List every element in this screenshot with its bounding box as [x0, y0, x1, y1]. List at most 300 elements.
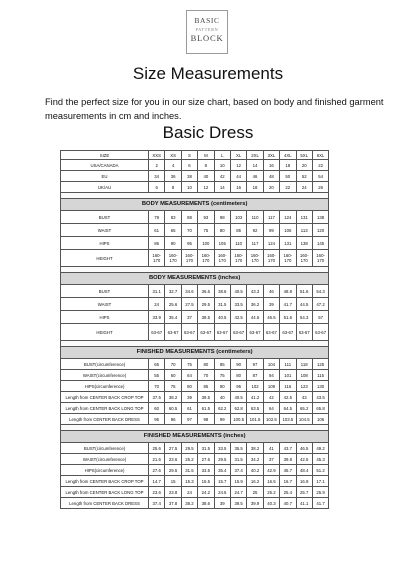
table-cell: 2 [149, 160, 165, 171]
table-cell: 46 [263, 285, 279, 298]
table-cell: 15.5 [198, 476, 214, 487]
table-cell: 24 [149, 298, 165, 311]
table-cell: 145 [312, 237, 328, 250]
table-row [61, 443, 329, 454]
logo-line-3: BLOCK [190, 33, 224, 43]
logo-line-1: BASIC [194, 16, 220, 25]
table-cell: 29.5 [214, 454, 230, 465]
table-cell: 93 [198, 211, 214, 224]
table-cell: 31.5 [198, 443, 214, 454]
table-cell: 101 [280, 370, 296, 381]
table-cell: 124 [263, 237, 279, 250]
table-cell: 39 [181, 392, 197, 403]
table-cell: 45.3 [312, 454, 328, 465]
row-label: WAIST [61, 298, 149, 311]
table-cell: 103 [230, 211, 246, 224]
table-row [61, 211, 329, 224]
section-header-row [61, 199, 329, 211]
table-cell: 98 [198, 414, 214, 425]
row-label: HEIGHT [61, 324, 149, 341]
table-cell: 62.2 [214, 403, 230, 414]
table-cell: 90 [214, 381, 230, 392]
table-cell: 97 [247, 359, 263, 370]
table-cell: 86 [149, 237, 165, 250]
table-cell: 31.5 [214, 298, 230, 311]
table-cell: 138 [296, 237, 312, 250]
row-label: HEIGHT [61, 250, 149, 267]
table-cell: 33.5 [214, 443, 230, 454]
table-cell: 33.5 [198, 465, 214, 476]
row-label: WAIST(circumference) [61, 370, 149, 381]
table-cell: 55 [149, 370, 165, 381]
table-cell: 65 [149, 359, 165, 370]
table-cell: 160-170 [280, 250, 296, 267]
size-header-cell: L [214, 151, 230, 160]
table-cell: 46.5 [263, 311, 279, 324]
table-cell: 14.7 [149, 476, 165, 487]
table-cell: 41.7 [312, 498, 328, 509]
table-cell: 48 [263, 171, 279, 182]
table-row [61, 392, 329, 403]
table-cell: 115 [312, 370, 328, 381]
table-cell: 43.5 [312, 392, 328, 403]
table-cell: 65.2 [296, 403, 312, 414]
table-cell: 40.7 [280, 498, 296, 509]
table-cell: 48.8 [280, 285, 296, 298]
table-cell: 41.2 [247, 392, 263, 403]
table-cell: 8 [198, 160, 214, 171]
table-cell: 48.4 [296, 465, 312, 476]
table-cell: 39 [214, 498, 230, 509]
table-cell: 63-67 [214, 324, 230, 341]
table-cell: 10 [181, 182, 197, 193]
table-cell: 10 [214, 160, 230, 171]
table-cell: 70 [149, 381, 165, 392]
brand-logo [186, 10, 228, 54]
table-cell: 39 [263, 298, 279, 311]
table-cell: 18 [247, 182, 263, 193]
table-cell: 160-170 [181, 250, 197, 267]
table-cell: 109 [263, 381, 279, 392]
table-cell: 160-170 [149, 250, 165, 267]
table-cell: 49.2 [312, 443, 328, 454]
table-cell: 95 [230, 381, 246, 392]
table-cell: 33.9 [149, 311, 165, 324]
table-cell: 80 [181, 381, 197, 392]
table-cell: 60 [165, 370, 181, 381]
table-cell: 40.5 [214, 311, 230, 324]
section-subtitle: Basic Dress [162, 123, 254, 142]
table-cell: 118 [296, 359, 312, 370]
table-cell: 123 [296, 381, 312, 392]
table-cell: 104 [263, 359, 279, 370]
size-header-cell: 6XL [312, 151, 328, 160]
row-label: Length from CENTER BACK DRESS [61, 498, 149, 509]
table-cell: 15.7 [214, 476, 230, 487]
table-cell: 23.8 [165, 487, 181, 498]
table-cell: 63-67 [181, 324, 197, 341]
table-cell: 90 [230, 359, 246, 370]
size-header-cell: 5XL [296, 151, 312, 160]
table-row [61, 359, 329, 370]
table-cell: 75 [214, 370, 230, 381]
table-cell: 111 [280, 359, 296, 370]
table-cell: 25.7 [296, 487, 312, 498]
table-cell: 44 [230, 171, 246, 182]
row-label: Length from CENTER BACK CROP TOP [61, 392, 149, 403]
size-header-cell: 3XL [263, 151, 279, 160]
table-cell: 35.4 [214, 465, 230, 476]
table-cell: 12 [230, 160, 246, 171]
table-cell: 29.5 [165, 465, 181, 476]
table-cell: 75 [165, 381, 181, 392]
intro-text: Find the perfect size for you in our size chart, based on body and finished garment measurements in cm and inches. [45, 97, 384, 121]
table-cell: 25 [247, 487, 263, 498]
table-cell: 15.3 [181, 476, 197, 487]
table-cell: 40 [198, 171, 214, 182]
table-cell: 63-67 [198, 324, 214, 341]
table-row [61, 414, 329, 425]
table-cell: 54.3 [296, 311, 312, 324]
table-cell: 62.8 [230, 403, 246, 414]
table-cell: 38.6 [198, 498, 214, 509]
table-cell: 40.5 [230, 285, 246, 298]
table-cell: 100.5 [230, 414, 246, 425]
table-cell: 50 [280, 171, 296, 182]
size-chart-table [60, 150, 329, 509]
table-cell: 52 [296, 171, 312, 182]
table-cell: 92 [247, 224, 263, 237]
table-cell: 99 [263, 224, 279, 237]
table-cell: 24.7 [230, 487, 246, 498]
section-header: BODY MEASUREMENTS (inches) [61, 273, 329, 285]
table-cell: 12 [198, 182, 214, 193]
table-cell: 46.5 [296, 443, 312, 454]
table-cell: 85 [198, 381, 214, 392]
table-cell: 160-170 [312, 250, 328, 267]
table-cell: 103.5 [280, 414, 296, 425]
table-cell: 6 [181, 160, 197, 171]
table-cell: 57 [312, 311, 328, 324]
table-row [61, 311, 329, 324]
table-cell: 160-170 [247, 250, 263, 267]
table-cell: 80 [230, 370, 246, 381]
table-cell: 131 [280, 237, 296, 250]
table-cell: 85 [230, 224, 246, 237]
table-cell: 61.5 [198, 403, 214, 414]
table-cell: 35.5 [230, 443, 246, 454]
table-cell: 37.8 [165, 498, 181, 509]
table-cell: 104.5 [296, 414, 312, 425]
table-cell: 63-67 [247, 324, 263, 341]
row-label: UK/AU [61, 182, 149, 193]
table-row [61, 285, 329, 298]
table-cell: 43.7 [280, 443, 296, 454]
table-cell: 20 [296, 160, 312, 171]
table-cell: 130 [312, 381, 328, 392]
table-cell: 102.5 [263, 414, 279, 425]
table-cell: 16 [263, 160, 279, 171]
table-cell: 61 [181, 403, 197, 414]
table-cell: 33.5 [230, 298, 246, 311]
size-conversion-row [61, 160, 329, 171]
table-cell: 63-67 [280, 324, 296, 341]
table-cell: 23.6 [165, 454, 181, 465]
table-cell: 23.6 [149, 487, 165, 498]
table-cell: 102 [247, 381, 263, 392]
table-cell: 70 [165, 359, 181, 370]
table-cell: 26 [312, 182, 328, 193]
table-cell: 25.2 [181, 454, 197, 465]
table-row [61, 370, 329, 381]
row-label: Length from CENTER BACK DRESS [61, 414, 149, 425]
table-cell: 31.5 [230, 454, 246, 465]
row-label: HIPS(circumference) [61, 465, 149, 476]
table-cell: 29.5 [181, 443, 197, 454]
table-cell: 80 [198, 359, 214, 370]
table-row [61, 465, 329, 476]
table-cell: 117 [263, 211, 279, 224]
table-cell: 113 [296, 224, 312, 237]
table-cell: 54 [312, 171, 328, 182]
row-label: WAIST [61, 224, 149, 237]
table-cell: 64 [263, 403, 279, 414]
table-cell: 75 [198, 224, 214, 237]
table-cell: 43 [296, 392, 312, 403]
size-header-cell: 4XL [280, 151, 296, 160]
section-header-row [61, 273, 329, 285]
table-cell: 42 [214, 171, 230, 182]
table-cell: 54.3 [312, 285, 328, 298]
table-cell: 138 [312, 211, 328, 224]
table-cell: 88 [181, 211, 197, 224]
table-row [61, 403, 329, 414]
table-cell: 45.7 [280, 465, 296, 476]
table-cell: 63-67 [312, 324, 328, 341]
table-cell: 27.5 [165, 443, 181, 454]
row-label: USA/CANADA [61, 160, 149, 171]
table-cell: 117 [247, 237, 263, 250]
table-cell: 110 [247, 211, 263, 224]
table-cell: 36.2 [247, 298, 263, 311]
table-cell: 63-67 [230, 324, 246, 341]
row-label: EU [61, 171, 149, 182]
table-cell: 44.5 [247, 311, 263, 324]
table-cell: 40.5 [230, 392, 246, 403]
table-cell: 160-170 [296, 250, 312, 267]
table-cell: 39.9 [247, 498, 263, 509]
row-label: BUST(circumference) [61, 359, 149, 370]
table-cell: 42.5 [296, 454, 312, 465]
size-header-cell: 2XL [247, 151, 263, 160]
table-cell: 20 [263, 182, 279, 193]
table-cell: 63-67 [263, 324, 279, 341]
table-cell: 47.2 [312, 298, 328, 311]
table-row [61, 324, 329, 341]
table-cell: 21.6 [149, 454, 165, 465]
table-cell: 37 [181, 311, 197, 324]
table-cell: 41 [263, 443, 279, 454]
table-cell: 61 [149, 224, 165, 237]
table-cell: 40.2 [247, 465, 263, 476]
table-cell: 6 [149, 182, 165, 193]
table-cell: 120 [312, 224, 328, 237]
table-cell: 25.6 [149, 443, 165, 454]
size-header-cell: S [181, 151, 197, 160]
table-cell: 98 [214, 211, 230, 224]
table-cell: 125 [312, 359, 328, 370]
section-header: BODY MEASUREMENTS (centimeters) [61, 199, 329, 211]
table-cell: 96 [165, 414, 181, 425]
table-cell: 25.2 [263, 487, 279, 498]
table-cell: 108 [296, 370, 312, 381]
table-cell: 63.5 [247, 403, 263, 414]
table-cell: 16 [230, 182, 246, 193]
row-label: HIPS [61, 311, 149, 324]
table-cell: 37.4 [230, 465, 246, 476]
table-row [61, 250, 329, 267]
size-header-row [61, 151, 329, 160]
table-cell: 36.6 [198, 285, 214, 298]
size-header-cell: XL [230, 151, 246, 160]
section-header: FINISHED MEASUREMENTS (centimeters) [61, 347, 329, 359]
table-cell: 40 [214, 392, 230, 403]
table-cell: 63-67 [296, 324, 312, 341]
table-cell: 34.6 [181, 285, 197, 298]
table-cell: 24 [296, 182, 312, 193]
size-conversion-row [61, 171, 329, 182]
table-cell: 29.5 [198, 298, 214, 311]
table-cell: 64 [181, 370, 197, 381]
table-cell: 160-170 [263, 250, 279, 267]
table-row [61, 487, 329, 498]
table-cell: 70 [198, 370, 214, 381]
table-cell: 75 [181, 359, 197, 370]
table-cell: 63-67 [165, 324, 181, 341]
table-cell: 95 [149, 414, 165, 425]
table-cell: 44.5 [296, 298, 312, 311]
table-cell: 25.9 [312, 487, 328, 498]
table-cell: 38.2 [247, 443, 263, 454]
table-cell: 94 [263, 370, 279, 381]
table-cell: 51.2 [312, 465, 328, 476]
table-cell: 43.3 [247, 285, 263, 298]
table-cell: 106 [312, 414, 328, 425]
table-cell: 100 [198, 237, 214, 250]
table-cell: 70 [181, 224, 197, 237]
table-cell: 39.8 [280, 454, 296, 465]
table-cell: 39.5 [230, 498, 246, 509]
row-label: BUST [61, 211, 149, 224]
table-cell: 42.5 [280, 392, 296, 403]
table-row [61, 454, 329, 465]
row-label: BUST(circumference) [61, 443, 149, 454]
table-cell: 160-170 [214, 250, 230, 267]
size-conversion-row [61, 182, 329, 193]
table-cell: 36 [165, 171, 181, 182]
table-cell: 16.7 [280, 476, 296, 487]
table-cell: 160-170 [165, 250, 181, 267]
table-cell: 4 [165, 160, 181, 171]
table-cell: 37 [263, 454, 279, 465]
table-cell: 64.5 [280, 403, 296, 414]
row-label: BUST [61, 285, 149, 298]
table-cell: 116 [280, 381, 296, 392]
table-cell: 38.2 [181, 498, 197, 509]
table-row [61, 381, 329, 392]
table-cell: 37.4 [149, 498, 165, 509]
table-cell: 38.5 [198, 311, 214, 324]
table-cell: 18 [280, 160, 296, 171]
size-header-label: SIZE [61, 151, 149, 160]
table-row [61, 224, 329, 237]
table-cell: 83 [165, 211, 181, 224]
table-cell: 65 [165, 224, 181, 237]
table-row [61, 476, 329, 487]
table-cell: 42.5 [230, 311, 246, 324]
table-cell: 41.7 [280, 298, 296, 311]
table-cell: 80 [214, 224, 230, 237]
table-cell: 22 [280, 182, 296, 193]
table-cell: 42 [263, 392, 279, 403]
table-cell: 99 [214, 414, 230, 425]
table-cell: 41.1 [296, 498, 312, 509]
table-cell: 60.5 [165, 403, 181, 414]
table-cell: 17.1 [312, 476, 328, 487]
section-header-row [61, 431, 329, 443]
row-label: HIPS(circumference) [61, 381, 149, 392]
table-cell: 38.2 [165, 392, 181, 403]
table-cell: 34 [149, 171, 165, 182]
table-cell: 16.5 [263, 476, 279, 487]
table-cell: 32.7 [165, 285, 181, 298]
size-header-cell: XXS [149, 151, 165, 160]
table-cell: 79 [149, 211, 165, 224]
table-cell: 160-170 [230, 250, 246, 267]
table-cell: 31.1 [149, 285, 165, 298]
table-cell: 160-170 [198, 250, 214, 267]
table-cell: 87 [247, 370, 263, 381]
table-cell: 8 [165, 182, 181, 193]
table-cell: 51.6 [296, 285, 312, 298]
table-cell: 110 [230, 237, 246, 250]
logo-line-2: PATTERN [195, 27, 219, 32]
table-cell: 40.3 [263, 498, 279, 509]
table-cell: 14 [247, 160, 263, 171]
row-label: WAIST(circumference) [61, 454, 149, 465]
table-cell: 15.9 [230, 476, 246, 487]
section-header: FINISHED MEASUREMENTS (inches) [61, 431, 329, 443]
table-cell: 27.6 [198, 454, 214, 465]
table-cell: 38.6 [214, 285, 230, 298]
table-cell: 25.4 [280, 487, 296, 498]
table-cell: 24 [181, 487, 197, 498]
table-cell: 101.5 [247, 414, 263, 425]
table-cell: 60 [149, 403, 165, 414]
table-cell: 63-67 [149, 324, 165, 341]
table-row [61, 298, 329, 311]
table-cell: 97 [181, 414, 197, 425]
table-cell: 85 [214, 359, 230, 370]
table-cell: 24.5 [214, 487, 230, 498]
table-cell: 16.9 [296, 476, 312, 487]
table-cell: 42.9 [263, 465, 279, 476]
table-cell: 16.2 [247, 476, 263, 487]
table-cell: 25.6 [165, 298, 181, 311]
size-header-cell: M [198, 151, 214, 160]
table-cell: 37.5 [149, 392, 165, 403]
table-cell: 14 [214, 182, 230, 193]
